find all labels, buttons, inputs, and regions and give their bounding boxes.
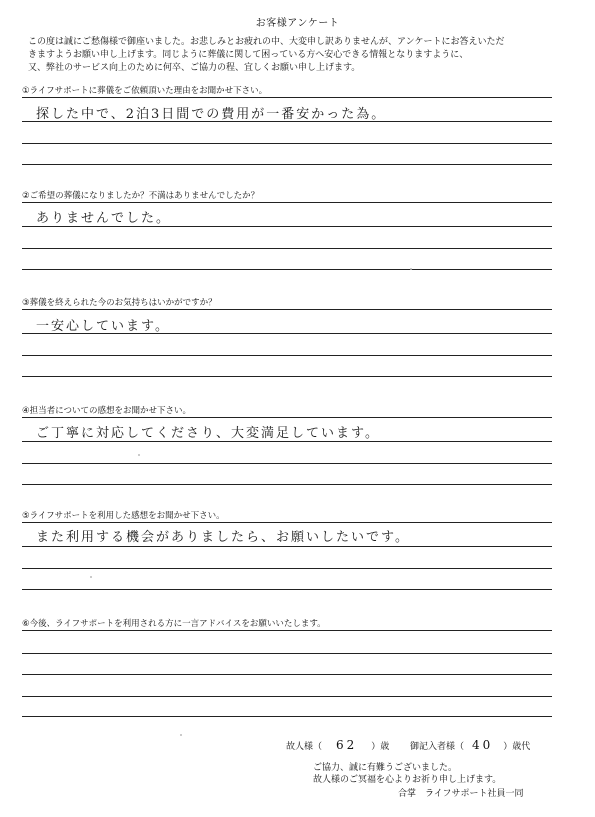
respondent-suffix: ）歳代 [503, 742, 531, 752]
question-label: ②ご希望の葬儀になりましたか？不満はありませんでしたか？ [22, 191, 260, 201]
answer-line [22, 653, 552, 654]
divider [22, 417, 552, 418]
answer-line [22, 164, 552, 165]
handwritten-answer: ご丁寧に対応してくださり、大変満足しています。 [36, 426, 380, 441]
question-label: ⑥今後、ライフサポートを利用される方に一言アドバイスをお願いいたします。 [22, 619, 326, 629]
respondent-age: 40 [472, 738, 494, 752]
scan-speck [410, 268, 412, 270]
intro-line: きますようお願い申し上げます。同じように葬儀に関して困っている方へ安心できる情報となりますように、 [28, 50, 469, 60]
answer-line [22, 121, 552, 122]
divider [22, 522, 552, 523]
answer-line [22, 376, 552, 377]
handwritten-answer: 探した中で、2泊3日間での費用が一番安かった為。 [36, 107, 387, 122]
deceased-suffix: ）歳 [371, 742, 390, 752]
deceased-age-row [286, 738, 389, 752]
question-6 [22, 617, 552, 717]
scan-speck [180, 734, 182, 736]
question-3 [22, 296, 552, 386]
answer-line [22, 226, 552, 227]
handwritten-answer: 一安心しています。 [36, 319, 170, 334]
answer-line [22, 696, 552, 697]
answer-line [22, 716, 552, 717]
question-label: ⑤ライフサポートを利用した感想をお聞かせ下さい。 [22, 511, 225, 521]
answer-line [22, 248, 552, 249]
handwritten-answer: また利用する機会がありましたら、お願いしたいです。 [36, 530, 410, 545]
question-4 [22, 404, 552, 494]
question-1 [22, 84, 552, 174]
deceased-age: 62 [336, 738, 358, 752]
thanks-text: ご協力、誠に有難うございました。 [313, 763, 458, 773]
question-label: ③葬儀を終えられた今のお気持ちはいかがですか？ [22, 298, 217, 308]
scan-speck [90, 576, 92, 578]
answer-line [22, 441, 552, 442]
intro-text [28, 36, 568, 75]
answer-line [22, 589, 552, 590]
scan-speck [138, 454, 140, 456]
answer-line [22, 333, 552, 334]
signature-text: 合掌 ライフサポート社員一同 [398, 789, 524, 799]
answer-line [22, 143, 552, 144]
answer-line [22, 674, 552, 675]
divider [22, 309, 552, 310]
answer-line [22, 546, 552, 547]
answer-line [22, 355, 552, 356]
question-2 [22, 189, 552, 279]
answer-line [22, 484, 552, 485]
question-label: ①ライフサポートに葬儀をご依頼頂いた理由をお聞かせ下さい。 [22, 86, 268, 96]
deceased-prefix: 故人様（ [286, 742, 323, 752]
question-label: ④担当者についての感想をお聞かせ下さい。 [22, 406, 191, 416]
respondent-prefix: 御記入者様（ [410, 742, 465, 752]
handwritten-answer: ありませんでした。 [36, 211, 172, 226]
divider [22, 630, 552, 631]
intro-line: この度は誠にご愁傷様で御座いました。お悲しみとお疲れの中、大変申し訳ありませんが、アンケートにお答えいただ [28, 37, 505, 47]
answer-line [22, 463, 552, 464]
question-5 [22, 509, 552, 599]
divider [22, 202, 552, 203]
respondent-age-row [410, 738, 530, 752]
divider [22, 97, 552, 98]
page-title: お客様アンケート [255, 18, 340, 29]
prayer-text: 故人様のご冥福を心よりお祈り申し上げます。 [313, 775, 502, 785]
answer-line [22, 269, 552, 270]
intro-line: 又、弊社のサービス向上のために何卒、ご協力の程、宜しくお願い申し上げます。 [28, 63, 361, 73]
answer-line [22, 568, 552, 569]
